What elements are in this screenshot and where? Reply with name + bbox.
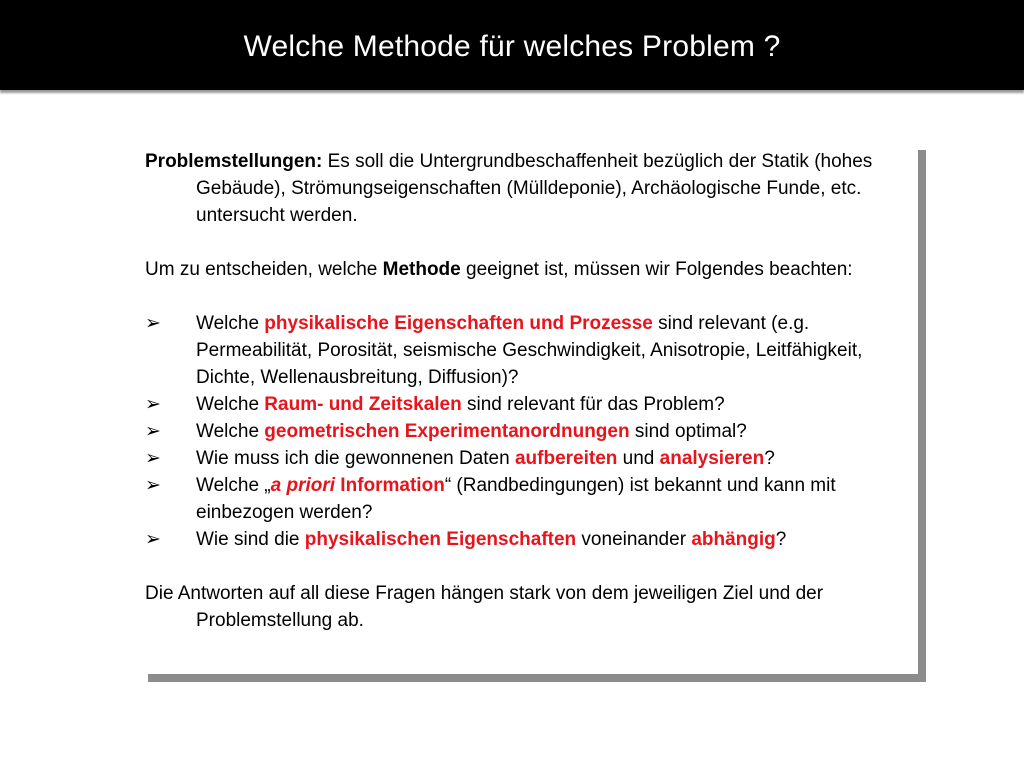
arrowhead-bullet-icon: ➢ [145,475,161,496]
arrowhead-bullet-icon: ➢ [145,529,161,550]
arrowhead-bullet-icon: ➢ [145,313,161,334]
bullet-item: ➢ Wie sind die physikalischen Eigenschaften voneinander abhängig? [145,526,920,553]
bullet-item: ➢ Wie muss ich die gewonnenen Daten aufbereiten und analysieren? [145,445,920,472]
bullet-item: ➢ Welche geometrischen Experimentanordnungen sind optimal? [145,418,920,445]
arrowhead-bullet-icon: ➢ [145,394,161,415]
method-paragraph: Um zu entscheiden, welche Methode geeignet ist, müssen wir Folgendes beachten: [145,259,853,280]
conclusion-paragraph: Die Antworten auf all diese Fragen hängen stark von dem jeweiligen Ziel und der Problemstellung ab. [145,583,824,631]
arrowhead-bullet-icon: ➢ [145,448,161,469]
content-text [145,148,920,634]
bullet-item: ➢ Welche Raum- und Zeitskalen sind relevant für das Problem? [145,391,920,418]
slide-title: Welche Methode für welches Problem ? [243,30,781,63]
arrowhead-bullet-icon: ➢ [145,421,161,442]
problem-paragraph: Problemstellungen: Es soll die Untergrundbeschaffenheit bezüglich der Statik (hohes Gebäude), Strömungseigenschaften (Mülldeponie), Archäologische Funde, etc. untersucht werden. [145,151,873,226]
bullet-item: ➢ Welche „a priori Information“ (Randbedingungen) ist bekannt und kann mit einbezogen werden? [145,472,920,526]
bullet-item: ➢ Welche physikalische Eigenschaften und Prozesse sind relevant (e.g. Permeabilität, Porosität, seismische Geschwindigkeit, Anisotropie, Leitfähigkeit, Dichte, Wellenausbreitung, Diffusion)? [145,310,920,391]
header-bar [0,0,1024,90]
